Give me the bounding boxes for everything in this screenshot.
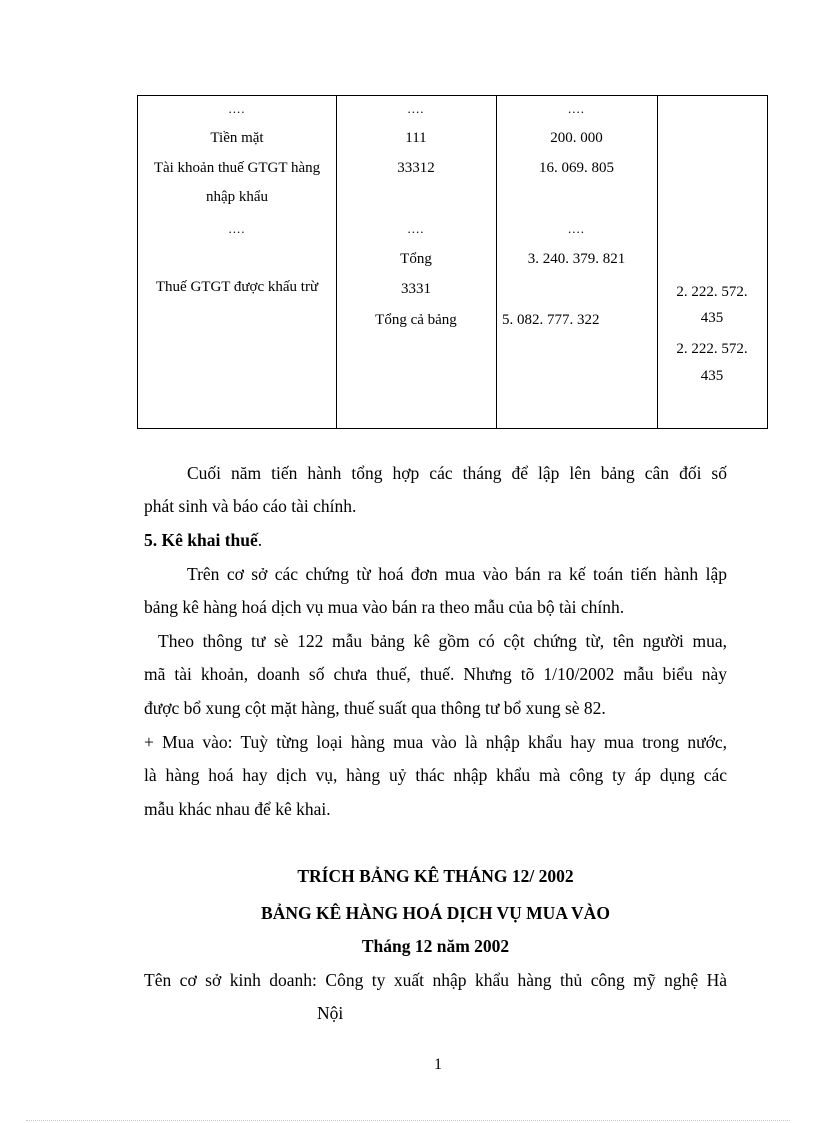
cell-credit-2-line1: 2. 222. 572. [676, 341, 748, 357]
cell-credit-1-line2: 435 [700, 310, 724, 326]
cell-cash: Tiền mặt [210, 130, 264, 146]
ellipsis: .... [407, 101, 425, 116]
ellipsis: .... [228, 101, 246, 116]
company-line: Nội [317, 1003, 344, 1023]
paragraph-line: là hàng hoá hay dịch vụ, hàng uỷ thác nhập khẩu mà công ty áp dụng các [144, 765, 727, 785]
paragraph-line: Cuối năm tiến hành tổng hợp các tháng để lập lên bảng cân đối số [187, 463, 727, 483]
ellipsis: .... [568, 101, 585, 116]
cell-vat-import-line1: Tài khoản thuế GTGT hàng [153, 160, 321, 176]
paragraph-line: bảng kê hàng hoá dịch vụ mua vào bán ra theo mẫu của bộ tài chính. [144, 597, 625, 617]
report-period: Tháng 12 năm 2002 [361, 936, 510, 956]
section-heading-text: 5. Kê khai thuế [144, 530, 258, 550]
cell-amount-vat: 16. 069. 805 [539, 160, 614, 176]
ellipsis: .... [228, 221, 246, 236]
page-number: 1 [434, 1056, 442, 1073]
cell-account-111: 111 [405, 130, 427, 146]
cell-account-33312: 33312 [397, 160, 435, 176]
ledger-table [137, 95, 768, 429]
company-line: Tên cơ sở kinh doanh: Công ty xuất nhập khẩu hàng thủ công mỹ nghệ Hà [144, 970, 727, 990]
report-subtitle: BẢNG KÊ HÀNG HOÁ DỊCH VỤ MUA VÀO [261, 903, 610, 923]
paragraph-line: phát sinh và báo cáo tài chính. [144, 496, 357, 516]
cell-credit-1-line1: 2. 222. 572. [676, 284, 748, 300]
cell-credit-2-line2: 435 [700, 368, 724, 384]
section-heading [144, 524, 727, 558]
account-code-column [336, 96, 497, 428]
report-title: TRÍCH BẢNG KÊ THÁNG 12/ 2002 [297, 866, 574, 886]
paragraph-line: mẫu khác nhau để kê khai. [144, 799, 331, 819]
cell-total-label: Tổng [400, 251, 432, 267]
paragraph-line: Trên cơ sở các chứng từ hoá đơn mua vào bán ra kế toán tiến hành lập [187, 564, 727, 584]
account-name-column [138, 96, 337, 428]
cell-grand-total-label: Tổng cả bảng [375, 312, 457, 328]
cell-amount-grand-total: 5. 082. 777. 322 [502, 312, 600, 328]
ellipsis: .... [568, 221, 585, 236]
cell-vat-deductible: Thuế GTGT được khấu trừ [155, 279, 319, 295]
credit-amount-column [657, 96, 767, 428]
paragraph-line: được bổ xung cột mặt hàng, thuế suất qua thông tư bổ xung sè 82. [144, 698, 606, 718]
cell-amount-total: 3. 240. 379. 821 [527, 251, 626, 267]
cell-vat-import-line2: nhập khẩu [205, 189, 269, 205]
debit-amount-column [496, 96, 658, 428]
cell-amount-cash: 200. 000 [550, 130, 603, 146]
section-heading-dot: . [257, 530, 263, 550]
page-footer-divider [26, 1120, 790, 1121]
ellipsis: .... [407, 221, 425, 236]
cell-account-3331: 3331 [401, 281, 431, 297]
paragraph-line: mã tài khoản, doanh số chưa thuế, thuế. Nhưng tõ 1/10/2002 mẫu biểu này [144, 664, 727, 684]
paragraph-line: + Mua vào: Tuỳ từng loại hàng mua vào là nhập khẩu hay mua trong nước, [144, 732, 727, 752]
paragraph-line: Theo thông tư sè 122 mẫu bảng kê gồm có cột chứng từ, tên người mua, [158, 631, 727, 651]
